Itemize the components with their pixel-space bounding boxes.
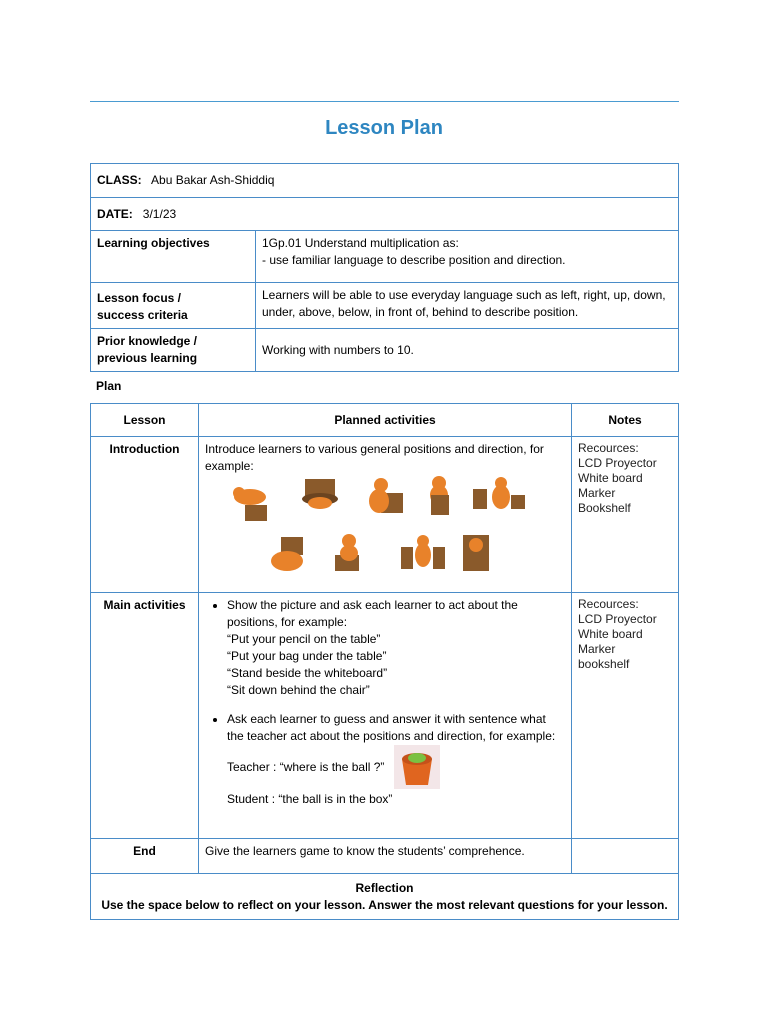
fox-beside-stump-icon	[473, 477, 525, 509]
info-table	[90, 163, 679, 372]
fox-front-stump-icon	[369, 478, 403, 513]
main-activity-item-2	[227, 711, 565, 808]
fox-inside-stump-icon	[463, 535, 489, 571]
main-activity-item-1	[227, 597, 565, 699]
header-lesson: Lesson	[91, 404, 199, 437]
fox-on-stump-icon	[335, 534, 359, 571]
prior-label-2: previous learning	[97, 351, 198, 365]
main-note-3: Marker	[578, 642, 616, 656]
objectives-line-1: 1Gp.01 Understand multiplication as:	[262, 236, 459, 250]
main-b1-line-1: “Put your pencil on the table”	[227, 632, 381, 646]
main-b1-line-4: “Sit down behind the chair”	[227, 683, 370, 697]
reflection-title: Reflection	[355, 880, 414, 895]
intro-note-4: Bookshelf	[578, 501, 631, 515]
main-note-0: Recources:	[578, 597, 639, 611]
main-b1-line-0: • Show the picture and ask each learner to act about the positions, for example:	[227, 598, 518, 629]
prior-label-1: Prior knowledge /	[97, 334, 198, 348]
ball-in-box-icon	[394, 745, 440, 789]
date-label: DATE:	[97, 207, 133, 221]
page-title: Lesson Plan	[325, 117, 443, 139]
focus-label-2: success criteria	[97, 308, 188, 322]
focus-label	[91, 283, 256, 329]
fox-behind-stump-icon	[430, 476, 449, 515]
intro-note-0: Recources:	[578, 441, 639, 455]
main-b1-line-3: “Stand beside the whiteboard”	[227, 666, 388, 680]
class-row	[91, 164, 679, 198]
end-activities: Give the learners game to know the students’ comprehence.	[199, 839, 572, 874]
main-b2-line-2: Student : “the ball is in the box”	[227, 792, 393, 806]
intro-note-1: LCD Proyector	[578, 456, 657, 470]
intro-stage: Introduction	[91, 437, 199, 593]
teacher-line-row	[227, 745, 565, 789]
main-activities	[199, 593, 572, 839]
header-notes: Notes	[572, 404, 679, 437]
end-stage: End	[91, 839, 199, 874]
fox-between-stumps-icon	[401, 535, 445, 569]
date-row	[91, 198, 679, 231]
main-b1-line-2: “Put your bag under the table”	[227, 649, 387, 663]
main-b2-line-0: • Ask each learner to guess and answer it with sentence what the teacher act about the positions and direction, for example:	[227, 712, 556, 743]
header-activities: Planned activities	[199, 404, 572, 437]
fox-above-stump-icon	[233, 487, 267, 521]
prior-value: Working with numbers to 10.	[256, 329, 679, 372]
prior-label	[91, 329, 256, 372]
intro-note-2: White board	[578, 471, 643, 485]
main-activity-list	[205, 597, 565, 808]
intro-notes	[572, 437, 679, 593]
fox-around-stump-icon	[271, 537, 303, 571]
focus-label-1: Lesson focus /	[97, 291, 182, 305]
class-value: Abu Bakar Ash-Shiddiq	[151, 173, 275, 187]
intro-activities	[199, 437, 572, 593]
objectives-label: Learning objectives	[91, 231, 256, 283]
plan-table	[90, 403, 679, 920]
top-rule	[90, 101, 679, 102]
intro-text: Introduce learners to various general positions and direction, for example:	[205, 442, 544, 473]
objectives-line-2: - use familiar language to describe position and direction.	[262, 253, 566, 267]
main-b2-line-1: Teacher : “where is the ball ?”	[227, 759, 385, 774]
main-stage: Main activities	[91, 593, 199, 839]
main-note-4: bookshelf	[578, 657, 630, 671]
plan-label: Plan	[96, 379, 122, 393]
reflection-text: Use the space below to reflect on your lesson. Answer the most relevant questions for your lesson.	[101, 897, 668, 912]
class-label: CLASS:	[97, 173, 142, 187]
focus-value: Learners will be able to use everyday language such as left, right, up, down, under, above, below, in front of, behind to describe position.	[256, 283, 679, 329]
date-value: 3/1/23	[142, 207, 177, 221]
reflection-cell	[91, 874, 679, 920]
intro-note-3: Marker	[578, 486, 616, 500]
fox-positions-illustration	[205, 475, 555, 583]
objectives-value	[256, 231, 679, 283]
main-notes	[572, 593, 679, 839]
main-note-1: LCD Proyector	[578, 612, 657, 626]
fox-under-stump-icon	[302, 479, 338, 509]
main-note-2: White board	[578, 627, 643, 641]
end-notes	[572, 839, 679, 874]
